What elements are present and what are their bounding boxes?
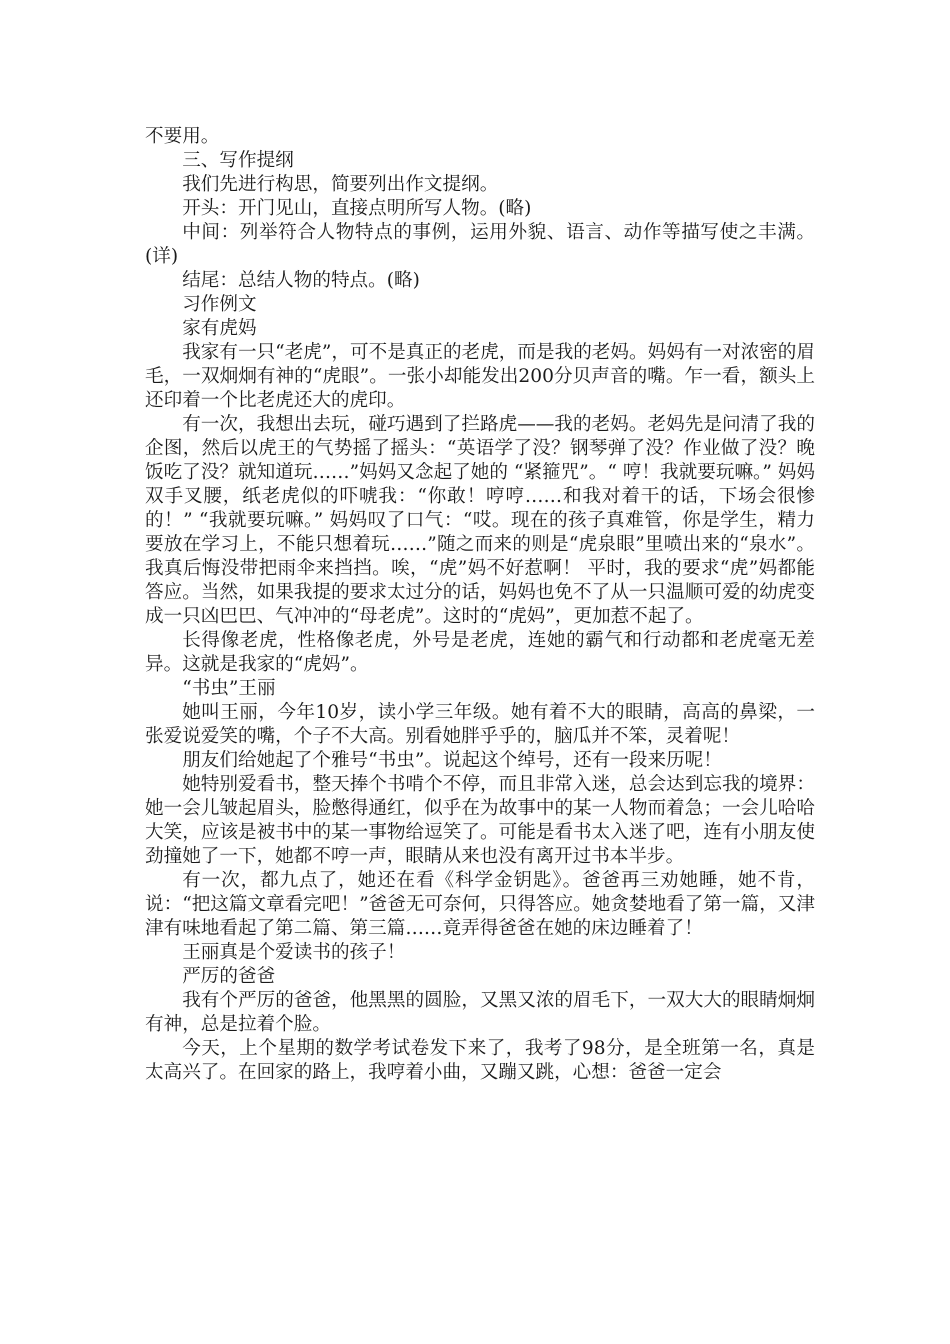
- paragraph-body: 我有个严厉的爸爸，他黑黑的圆脸，又黑又浓的眉毛下，一双大大的眼睛炯炯有神，总是拉着个脸。: [145, 990, 815, 1035]
- paragraph-body: 她叫王丽，今年10岁，读小学三年级。她有着不大的眼睛，高高的鼻梁，一张爱说爱笑的嘴，个子不大高。别看她胖乎乎的，脑瓜并不笨，灵着呢！: [145, 702, 815, 747]
- paragraph-body: 今天，上个星期的数学考试卷发下来了，我考了98分，是全班第一名，真是太高兴了。在回家的路上，我哼着小曲，又蹦又跳，心想：爸爸一定会: [145, 1038, 815, 1083]
- paragraph-body: 她特别爱看书，整天捧个书啃个不停，而且非常入迷，总会达到忘我的境界：她一会儿皱起眉头，脸憋得通红，似乎在为故事中的某一人物而着急；一会儿哈哈大笑，应该是被书中的某一事物给逗笑了。可能是看书太入迷了吧，连有小朋友使劲撞她了一下，她都不哼一声，眼睛从来也没有离开过书本半步。: [145, 774, 815, 867]
- paragraph-body: 我家有一只“老虎”，可不是真正的老虎，而是我的老妈。妈妈有一对浓密的眉毛，一双炯炯有神的“虎眼”。一张小却能发出200分贝声音的嘴。乍一看，额头上还印着一个比老虎还大的虎印。: [145, 342, 815, 411]
- essay-title-bookworm: “书虫”王丽: [182, 678, 276, 699]
- paragraph-body: 朋友们给她起了个雅号“书虫”。说起这个绰号，还有一段来历呢！: [182, 750, 722, 771]
- section-heading-example-essays: 习作例文: [182, 294, 257, 315]
- paragraph-outline-ending: 结尾：总结人物的特点。(略): [182, 270, 420, 291]
- document-page: [145, 125, 815, 1085]
- essay-title-strict-dad: 严厉的爸爸: [182, 966, 276, 987]
- paragraph-body: 有一次，我想出去玩，碰巧遇到了拦路虎——我的老妈。老妈先是问清了我的企图，然后以虎王的气势摇了摇头：“英语学了没？钢琴弹了没？作业做了没？晚饭吃了没？就知道玩……”妈妈又念起了她的 “紧箍咒”。“ 哼！我就要玩嘛。” 妈妈双手叉腰，纸老虎似的吓唬我：“你敢！哼哼……和我对着干的话，下场会很惨的！” “我就要玩嘛。” 妈妈叹了口气：“哎。现在的孩子真难管，你是学生，精力要放在学习上，不能只想着玩……”随之而来的则是“虎泉眼”里喷出来的“泉水”。我真后悔没带把雨伞来挡挡。唉，“虎”妈不好惹啊！ 平时，我的要求“虎”妈都能答应。当然，如果我提的要求太过分的话，妈妈也免不了从一只温顺可爱的幼虎变成一只凶巴巴、气冲冲的“母老虎”。这时的“虎妈”，更加惹不起了。: [145, 414, 815, 627]
- paragraph-outline-middle: 中间：列举符合人物特点的事例，运用外貌、语言、动作等描写使之丰满。(详): [145, 222, 815, 267]
- section-heading-writing-outline: 三、写作提纲: [182, 150, 294, 171]
- paragraph-outline-opening: 开头：开门见山，直接点明所写人物。(略): [182, 198, 532, 219]
- paragraph-body: 王丽真是个爱读书的孩子！: [182, 942, 406, 963]
- paragraph-continuation: 不要用。: [145, 126, 220, 147]
- paragraph-outline-intro: 我们先进行构思，简要列出作文提纲。: [182, 174, 499, 195]
- paragraph-body: 有一次，都九点了，她还在看《科学金钥匙》。爸爸再三劝她睡，她不肯，说：“把这篇文章看完吧！”爸爸无可奈何，只得答应。她贪婪地看了第一篇，又津津有味地看起了第二篇、第三篇……竟弄得爸爸在她的床边睡着了！: [145, 870, 815, 939]
- essay-title-tiger-mom: 家有虎妈: [182, 318, 257, 339]
- paragraph-body: 长得像老虎，性格像老虎，外号是老虎，连她的霸气和行动都和老虎毫无差异。这就是我家的“虎妈”。: [145, 630, 815, 675]
